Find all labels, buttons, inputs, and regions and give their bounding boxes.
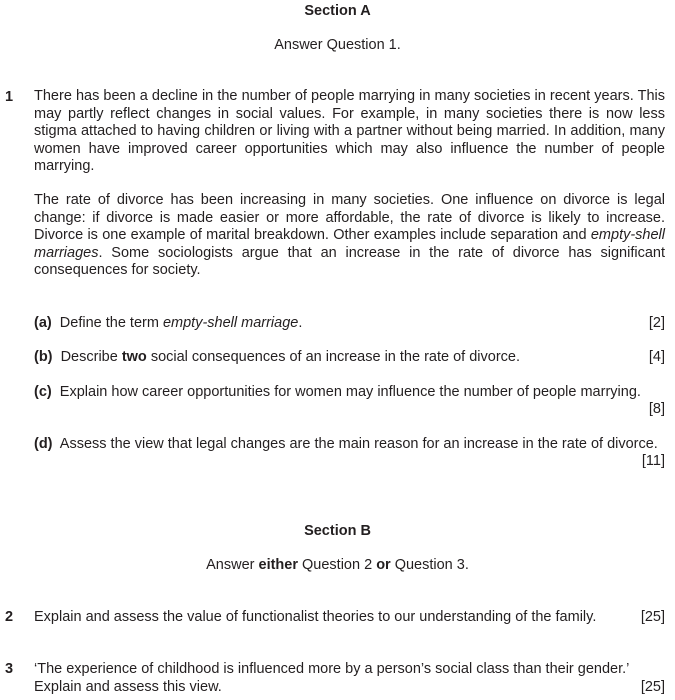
paragraph-2-emphasis: empty-shell marriages — [34, 227, 665, 261]
instruction-text-end: Question 3. — [390, 557, 469, 573]
question-2-number: 2 — [5, 609, 14, 625]
part-b-bold: two — [121, 349, 147, 365]
section-a-instruction: Answer Question 1. — [274, 37, 401, 53]
part-b-marks: [4] — [648, 349, 665, 365]
part-a-marks: [2] — [648, 315, 665, 331]
instruction-text-mid: Question 2 — [298, 557, 377, 573]
part-d-text: Assess the view that legal changes are the main reason for an increase in the rate of divorce. — [59, 436, 658, 452]
question-3-quote: ‘The experience of childhood is influenced more by a person’s social class than their gender.’ — [34, 661, 630, 677]
question-1-paragraph-1 — [34, 88, 665, 176]
part-a-label: (a) — [34, 315, 52, 331]
question-1b — [34, 348, 665, 366]
instruction-text-start: Answer — [206, 557, 259, 573]
part-b-text-start: Describe — [60, 349, 122, 365]
question-3-instruction: Explain and assess this view. — [34, 679, 222, 695]
instruction-either: either — [258, 557, 298, 573]
question-1c — [34, 383, 665, 401]
part-c-label: (c) — [34, 384, 52, 400]
question-1d — [34, 435, 665, 453]
question-1-paragraph-2 — [34, 192, 665, 280]
part-a-text-start: Define the term — [59, 315, 163, 331]
question-2-marks: [25] — [640, 609, 665, 625]
part-a-text-end: . — [298, 315, 303, 331]
question-3-marks: [25] — [640, 679, 665, 695]
instruction-or: or — [376, 557, 391, 573]
paragraph-1-text: There has been a decline in the number of people marrying in many societies in recent years. This may partly reflect changes in social values. For example, in many societies there is now less stigma attached to having children or living with a partner without being married. In addition, many women have improved career opportunities which may also influence the number of people marrying. — [34, 88, 665, 174]
part-c-text: Explain how career opportunities for women may influence the number of people marrying. — [59, 384, 641, 400]
part-c-marks: [8] — [648, 401, 665, 417]
section-b-heading: Section B — [304, 523, 371, 539]
part-d-label: (d) — [34, 436, 53, 452]
paragraph-2-text-start: The rate of divorce has been increasing in many societies. One influence on divorce is legal change: if divorce is made easier or more affordable, the rate of divorce is likely to increase. Divorce is one example of marital breakdown. Other examples include separation and — [34, 192, 665, 243]
question-1a — [34, 314, 665, 332]
question-1-number: 1 — [5, 89, 14, 105]
paragraph-2-text-end: . Some sociologists argue that an increase in the rate of divorce has significant consequences for society. — [34, 244, 665, 278]
section-a-heading: Section A — [304, 3, 371, 19]
part-b-label: (b) — [34, 349, 53, 365]
part-a-emphasis: empty-shell marriage — [162, 315, 299, 331]
section-b-instruction — [0, 556, 675, 574]
question-3-number: 3 — [5, 661, 14, 677]
part-b-text-end: social consequences of an increase in the rate of divorce. — [146, 349, 520, 365]
part-d-marks: [11] — [641, 453, 665, 469]
question-2-text: Explain and assess the value of functionalist theories to our understanding of the family. — [34, 609, 597, 625]
